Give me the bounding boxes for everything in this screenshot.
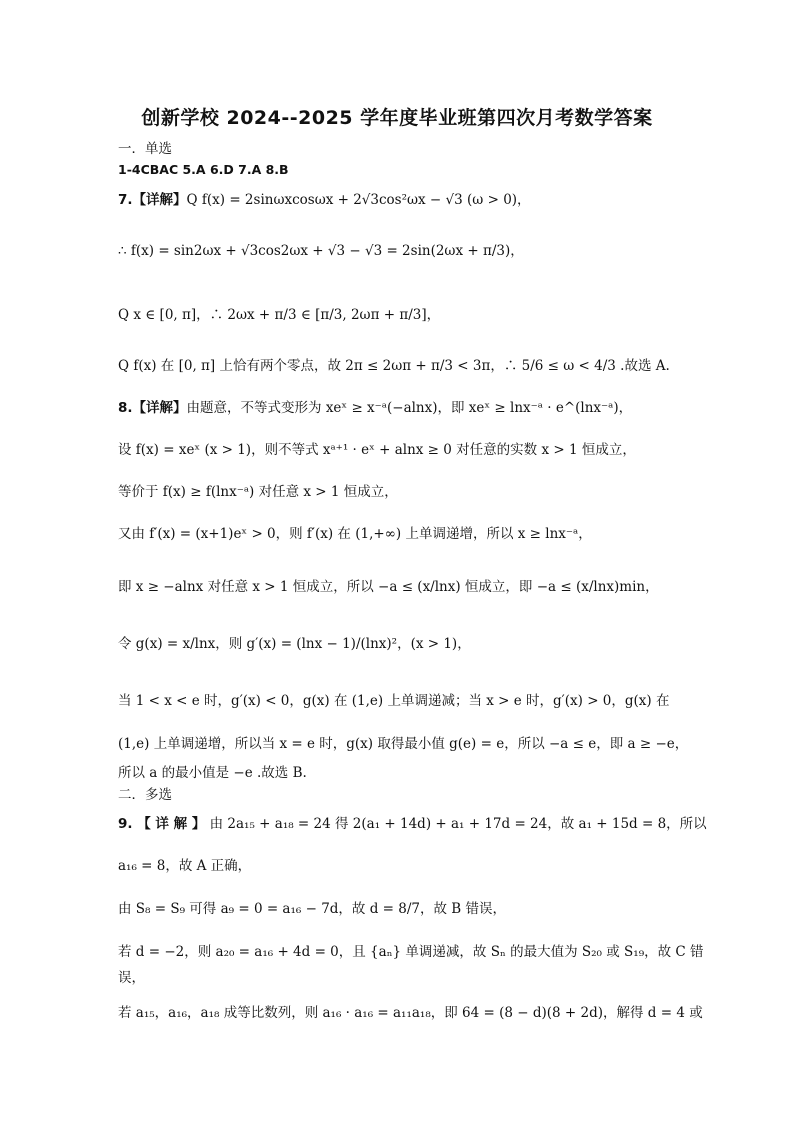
q7-line-2: ∴ f(x) = sin2ωx + √3cos2ωx + √3 − √3 = 2sin(2ωx + π/3)， — [118, 243, 524, 259]
q9-line-4: 若 d = −2，则 a₂₀ = a₁₆ + 4d = 0，且 {aₙ} 单调递减，故 Sₙ 的最大值为 S₂₀ 或 S₁₉，故 C 错 — [118, 944, 704, 960]
q8-label: 8.【详解】 — [118, 400, 187, 416]
q9-line-3: 由 S₈ = S₉ 可得 a₉ = 0 = a₁₆ − 7d，故 d = 8/7，故 B 错误， — [118, 901, 506, 917]
section-multiple-choice: 二．多选 — [118, 787, 172, 803]
q8-line-5: 即 x ≥ −alnx 对任意 x > 1 恒成立，所以 −a ≤ (x/lnx) 恒成立，即 −a ≤ (x/lnx)min， — [118, 579, 659, 595]
page-title: 创新学校 2024--2025 学年度毕业班第四次月考数学答案 — [141, 107, 653, 129]
q8-line-3: 等价于 f(x) ≥ f(lnx⁻ᵃ) 对任意 x > 1 恒成立， — [118, 484, 398, 500]
q9-line-6: 若 a₁₅，a₁₆，a₁₈ 成等比数列，则 a₁₆ · a₁₆ = a₁₁a₁₈，即 64 = (8 − d)(8 + 2d)，解得 d = 4 或 — [118, 1005, 703, 1021]
q9-line-5: 误， — [118, 970, 145, 986]
q7-label: 7.【详解】 — [118, 192, 187, 208]
q7-line-3: Q x ∈ [0, π]，∴ 2ωx + π/3 ∈ [π/3, 2ωπ + π/3]， — [118, 307, 441, 323]
q9-line-2: a₁₆ = 8，故 A 正确， — [118, 858, 252, 874]
q9-line-1: 9. 【 详 解 】 由 2a₁₅ + a₁₈ = 24 得 2(a₁ + 14d) + a₁ + 17d = 24，故 a₁ + 15d = 8，所以 — [118, 816, 707, 832]
q8-line-8: (1,e) 上单调递增，所以当 x = e 时，g(x) 取得最小值 g(e) = e，所以 −a ≤ e，即 a ≥ −e， — [118, 736, 689, 752]
answer-key-single: 1-4CBAC 5.A 6.D 7.A 8.B — [118, 162, 289, 177]
q7-line-4: Q f(x) 在 [0, π] 上恰有两个零点，故 2π ≤ 2ωπ + π/3 < 3π，∴ 5/6 ≤ ω < 4/3 .故选 A. — [118, 358, 670, 374]
q8-line-1: 8.【详解】由题意，不等式变形为 xeˣ ≥ x⁻ᵃ(−alnx)，即 xeˣ ≥ lnx⁻ᵃ · e^(lnx⁻ᵃ)， — [118, 400, 633, 416]
q8-line-6: 令 g(x) = x/lnx，则 g′(x) = (lnx − 1)/(lnx)²，(x > 1)， — [118, 636, 471, 652]
q8-line-7: 当 1 < x < e 时，g′(x) < 0，g(x) 在 (1,e) 上单调递减；当 x > e 时，g′(x) > 0，g(x) 在 — [118, 693, 670, 709]
q8-line-9: 所以 a 的最小值是 −e .故选 B. — [118, 765, 307, 781]
q8-line-4: 又由 f′(x) = (x+1)eˣ > 0，则 f′(x) 在 (1,+∞) 上单调递增，所以 x ≥ lnx⁻ᵃ， — [118, 526, 592, 542]
q8-line-2: 设 f(x) = xeˣ (x > 1)，则不等式 xᵃ⁺¹ · eˣ + alnx ≥ 0 对任意的实数 x > 1 恒成立， — [118, 442, 636, 458]
section-single-choice: 一．单选 — [118, 141, 172, 157]
q9-label: 9. 【 详 解 】 — [118, 816, 206, 832]
q7-line-1: 7.【详解】Q f(x) = 2sinωxcosωx + 2√3cos²ωx − √3 (ω > 0)， — [118, 192, 531, 208]
